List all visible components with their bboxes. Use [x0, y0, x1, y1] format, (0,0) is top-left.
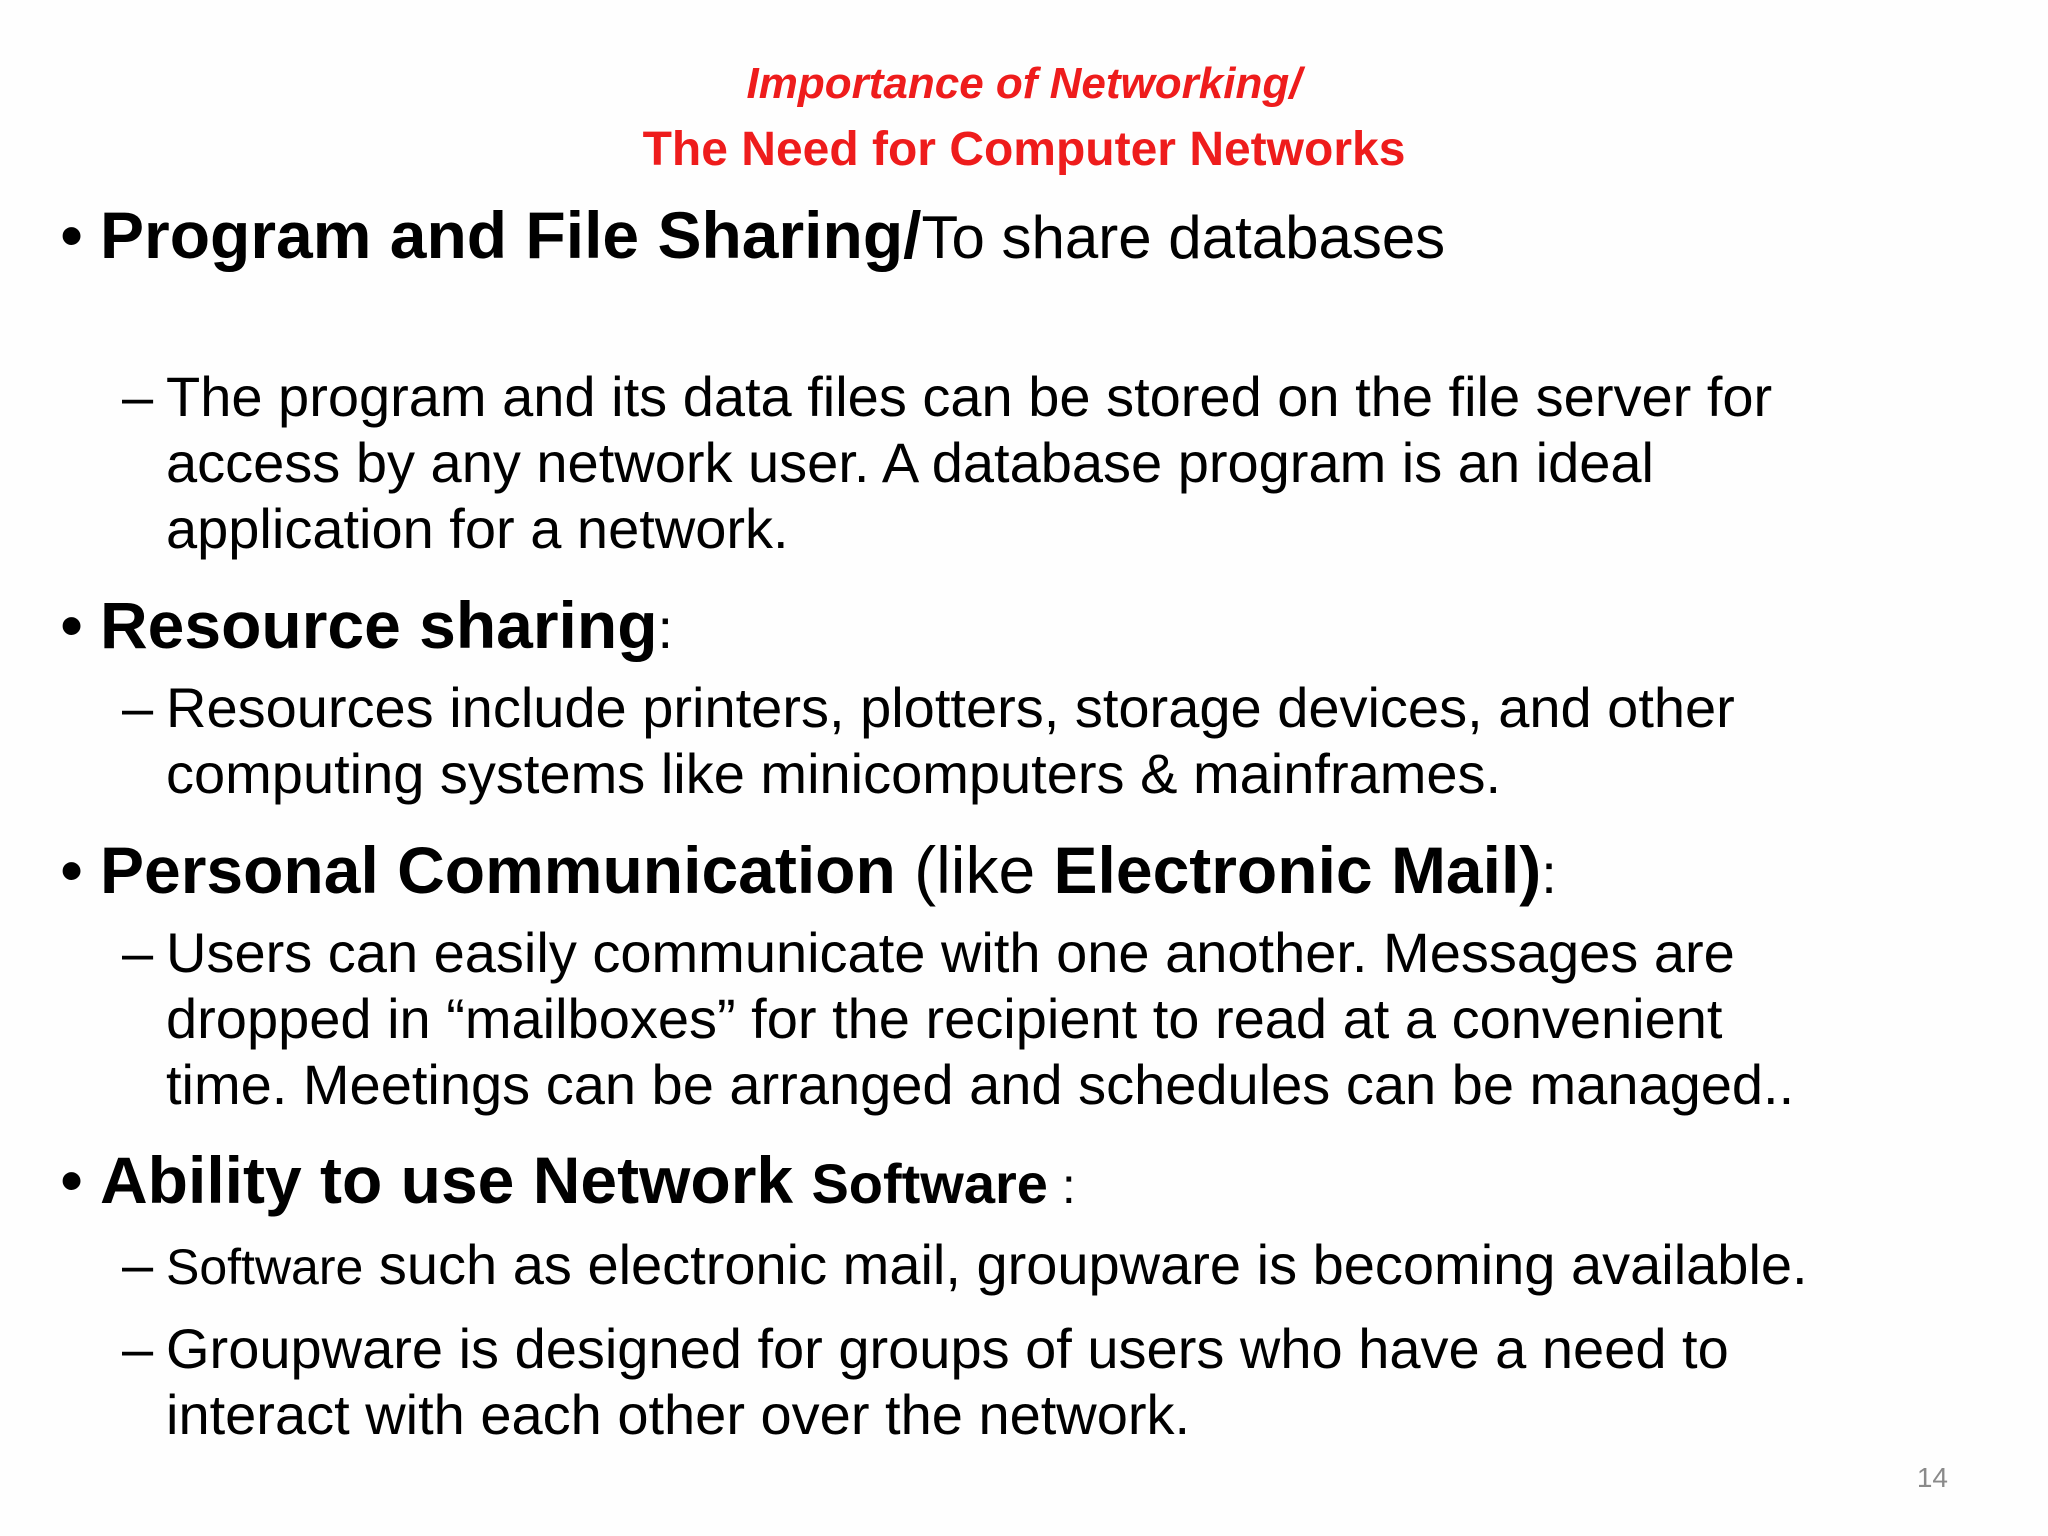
sub-text-line: dropped in “mailboxes” for the recipient to read at a convenient	[166, 987, 1723, 1050]
sub-text-line: such as electronic mail, groupware is becoming available.	[363, 1233, 1808, 1296]
page-number: 14	[1916, 1462, 1948, 1493]
sub-text-line: computing systems like minicomputers & mainframes.	[166, 742, 1502, 805]
sub-point-program-file-sharing	[122, 364, 1772, 562]
slide-title-line-2: The Need for Computer Networks	[642, 123, 1406, 176]
bullet-heading: Program and File Sharing/	[100, 198, 922, 272]
sub-text-line: time. Meetings can be arranged and schedules can be managed..	[166, 1053, 1795, 1116]
bullet-heading-rest: :	[657, 597, 674, 660]
sub-point-resource-sharing	[122, 675, 1735, 807]
bullet-network-software	[60, 1140, 1076, 1226]
bullet-heading: Ability to use Network	[100, 1143, 812, 1217]
dash-marker: –	[122, 676, 154, 739]
sub-text-line: The program and its data files can be stored on the file server for	[166, 365, 1773, 428]
bullet-heading-rest: To share databases	[921, 204, 1446, 271]
bullet-heading: Resource sharing	[100, 588, 658, 662]
bullet-personal-communication	[60, 830, 1557, 914]
bullet-marker: •	[60, 198, 84, 272]
slide-title-line-1: Importance of Networking/	[746, 59, 1302, 108]
bullet-heading-mid: (like	[895, 833, 1054, 907]
sub-text-line: Users can easily communicate with one another. Messages are	[166, 921, 1735, 984]
bullet-marker: •	[60, 833, 84, 907]
bullet-heading-bold-2: Electronic Mail)	[1053, 833, 1542, 907]
bullet-heading-small: Software	[811, 1152, 1048, 1215]
sub-text-line: application for a network.	[166, 497, 789, 560]
bullet-marker: •	[60, 1143, 84, 1217]
dash-marker: –	[122, 1233, 154, 1296]
sub-text-line: Groupware is designed for groups of users who have a need to	[166, 1317, 1729, 1380]
dash-marker: –	[122, 1317, 154, 1380]
sub-point-network-software-1	[122, 1232, 1808, 1300]
bullet-marker: •	[60, 588, 84, 662]
bullet-heading-rest: :	[1541, 842, 1557, 905]
dash-marker: –	[122, 921, 154, 984]
bullet-heading-rest: :	[1047, 1158, 1076, 1214]
sub-text-line: Resources include printers, plotters, storage devices, and other	[166, 676, 1735, 739]
sub-text-line: access by any network user. A database program is an ideal	[166, 431, 1654, 494]
dash-marker: –	[122, 365, 154, 428]
bullet-resource-sharing	[60, 585, 673, 669]
sub-point-personal-communication	[122, 920, 1794, 1118]
sub-text-small: Software	[166, 1239, 364, 1295]
sub-text-line: interact with each other over the network.	[166, 1383, 1191, 1446]
bullet-heading: Personal Communication	[100, 833, 896, 907]
sub-point-network-software-2	[122, 1316, 1729, 1448]
bullet-program-file-sharing	[60, 195, 1445, 278]
